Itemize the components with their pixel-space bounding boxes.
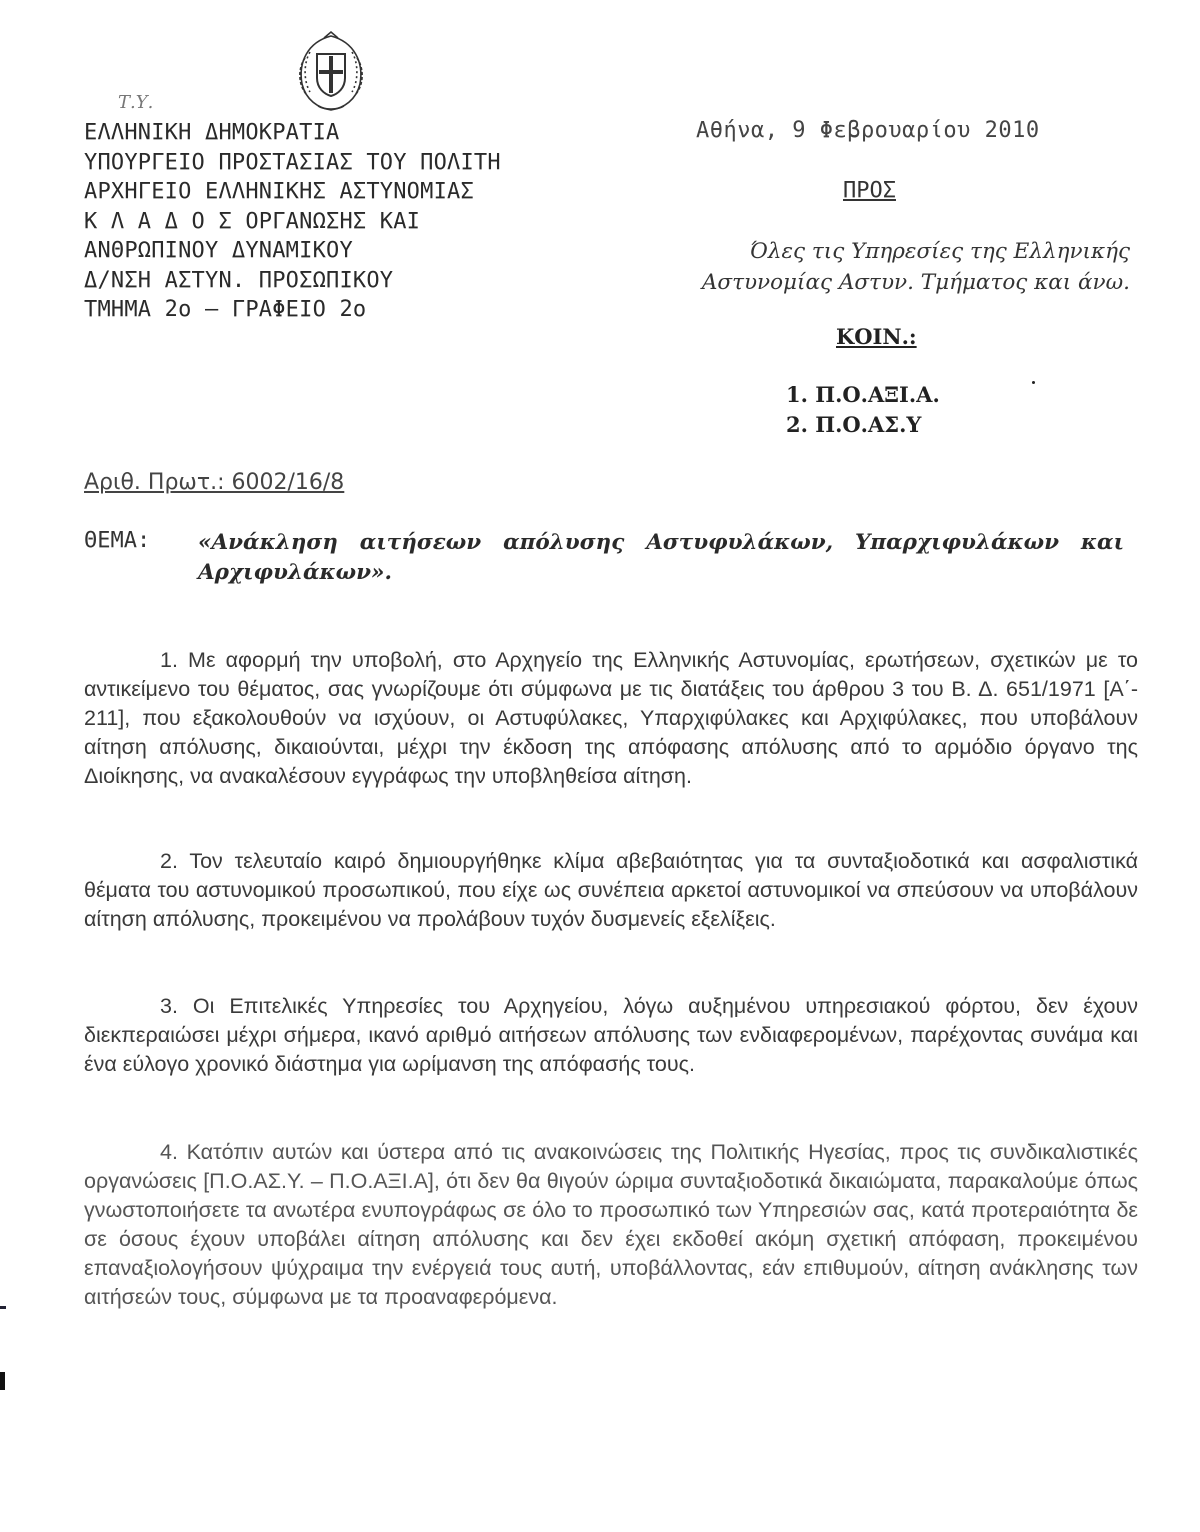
subject-text: «Ανάκληση αιτήσεων απόλυσης Αστυφυλάκων, Υπαρχιφυλάκων και Αρχιφυλάκων». — [198, 530, 1124, 585]
recipients-block — [630, 236, 1130, 298]
scan-edge-mark — [0, 1372, 5, 1390]
subject-label: ΘΕΜΑ: — [84, 528, 151, 553]
issuer-block — [84, 118, 624, 325]
cc-list — [786, 380, 940, 440]
paragraph-4: 4. Κατόπιν αυτών και ύστερα από τις ανακοινώσεις της Πολιτικής Ηγεσίας, προς τις συνδικαλιστικές οργανώσεις [Π.Ο.ΑΣ.Υ. – Π.Ο.ΑΞΙ.Α], ότι δεν θα θιγούν ώριμα συνταξιοδοτικά δικαιώματα, παρακαλούμε όπως γνωστοποιήσετε τα ανωτέρα ενυπογράφως σε όλο το προσωπικό των Υπηρεσιών σας, κατά προτεραιότητα δε σε όσους έχουν υποβάλει αίτηση απόλυσης και δεν έχει εκδοθεί ακόμη σχετική απόφαση, προκειμένου επαναξιολογήσουν ψύχραιμα την ενέργειά τους αυτή, υποβάλλοντας, εάν επιθυμούν, αίτηση ανάκλησης των αιτήσεών τους, σύμφωνα με τα προαναφερόμενα. — [84, 1140, 1138, 1309]
paragraph-3: 3. Οι Επιτελικές Υπηρεσίες του Αρχηγείου, λόγω αυξημένου υπηρεσιακού φόρτου, δεν έχουν διεκπεραιώσει μέχρι σήμερα, ικανό αριθμό αιτήσεων απόλυσης των ενδιαφερομένων, παρέχοντας συνάμα και ένα εύλογο χρονικό διάστημα για ωρίμανση της απόφασής τους. — [84, 994, 1138, 1076]
cc-item: 1. Π.Ο.ΑΞΙ.Α. — [786, 382, 940, 407]
cc-label: ΚΟΙΝ.: — [836, 324, 917, 349]
issuer-line: ΤΜΗΜΑ 2ο – ΓΡΑΦΕΙΟ 2ο — [84, 297, 367, 322]
issuer-line: ΑΝΘΡΩΠΙΝΟΥ ΔΥΝΑΜΙΚΟΥ — [84, 238, 353, 263]
greek-coat-of-arms-icon — [288, 28, 374, 114]
cc-item: 2. Π.Ο.ΑΣ.Υ — [786, 412, 922, 437]
recipient-line: Όλες τις Υπηρεσίες της Ελληνικής — [749, 239, 1130, 264]
issuer-line: ΑΡΧΗΓΕΙΟ ΕΛΛΗΝΙΚΗΣ ΑΣΤΥΝΟΜΙΑΣ — [84, 179, 474, 204]
paragraph-1: 1. Με αφορμή την υποβολή, στο Αρχηγείο της Ελληνικής Αστυνομίας, ερωτήσεων, σχετικών με το αντικείμενο του θέματος, σας γνωρίζουμε ότι σύμφωνα με τις διατάξεις του άρθρου 3 του Β. Δ. 651/1971 [Α΄- 211], που εξακολουθούν να ισχύουν, οι Αστυφύλακες, Υπαρχιφύλακες και Αρχιφύλακες, που υποβάλουν αίτηση απόλυσης, δικαιούνται, μέχρι την έκδοση της απόφασης απόλυσης από το αρμόδιο όργανο της Διοίκησης, να ανακαλέσουν εγγράφως την υποβληθείσα αίτηση. — [84, 648, 1138, 788]
issuer-line: ΥΠΟΥΡΓΕΙΟ ΠΡΟΣΤΑΣΙΑΣ ΤΟΥ ΠΟΛΙΤΗ — [84, 149, 501, 175]
scan-edge-mark — [0, 1306, 6, 1309]
issuer-line: ΕΛΛΗΝΙΚΗ ΔΗΜΟΚΡΑΤΙΑ — [84, 120, 340, 145]
to-label: ΠΡΟΣ — [843, 178, 896, 203]
issuer-line: Κ Λ Α Δ Ο Σ ΟΡΓΑΝΩΣΗΣ ΚΑΙ — [84, 208, 421, 234]
protocol-number: Αριθ. Πρωτ.: 6002/16/8 — [84, 470, 345, 495]
document-date: Αθήνα, 9 Φεβρουαρίου 2010 — [696, 118, 1040, 143]
paragraph-2: 2. Τον τελευταίο καιρό δημιουργήθηκε κλίμα αβεβαιότητας για τα συνταξιοδοτικά και ασφαλιστικά θέματα του αστυνομικού προσωπικού, που είχε ως συνέπεια αρκετοί αστυνομικοί να σπεύσουν να υποβάλουν αίτηση απόλυσης, προκειμένου να προλάβουν τυχόν δυσμενείς εξελίξεις. — [84, 849, 1138, 931]
scan-speck — [1032, 381, 1035, 384]
handwritten-mark: Τ.Υ. — [118, 92, 154, 113]
recipient-line: Αστυνομίας Αστυν. Τμήματος και άνω. — [701, 270, 1130, 295]
issuer-line: Δ/ΝΣΗ ΑΣΤΥΝ. ΠΡΟΣΩΠΙΚΟΥ — [84, 267, 394, 293]
